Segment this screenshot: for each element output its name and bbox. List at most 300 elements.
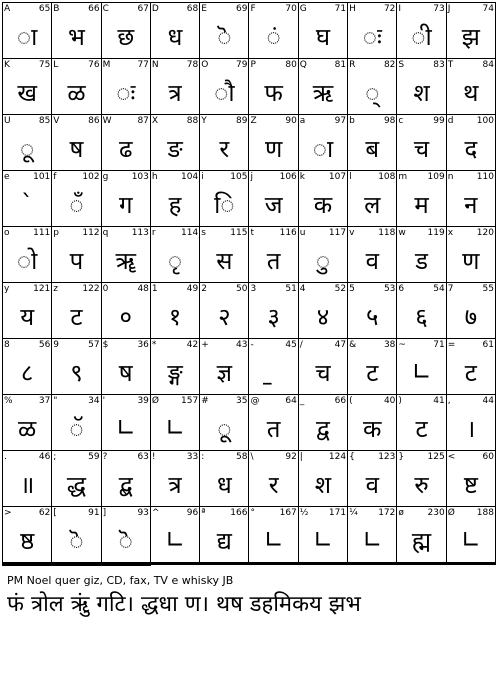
glyph-cell bbox=[52, 59, 101, 115]
glyph: ज्ञ bbox=[216, 358, 233, 387]
key-code: 105 bbox=[230, 172, 248, 182]
key-char: 5 bbox=[349, 284, 355, 294]
cell-label bbox=[300, 116, 346, 126]
key-char: E bbox=[201, 4, 207, 14]
glyph: ८ bbox=[20, 358, 34, 387]
cell-label bbox=[250, 172, 296, 182]
glyph: त bbox=[266, 246, 281, 275]
glyph-cell bbox=[200, 507, 249, 563]
key-char: A bbox=[4, 4, 11, 14]
cell-label bbox=[398, 172, 444, 182]
cell-label bbox=[398, 4, 444, 14]
cell-label bbox=[103, 452, 149, 462]
key-char: - bbox=[250, 340, 254, 350]
glyph: ∟ bbox=[411, 358, 432, 386]
glyph-cell bbox=[151, 227, 200, 283]
cell-label bbox=[152, 284, 198, 294]
key-code: 122 bbox=[82, 284, 100, 294]
cell-label bbox=[300, 4, 346, 14]
key-char: r bbox=[151, 228, 156, 238]
key-code: 52 bbox=[334, 284, 347, 294]
key-char: 3 bbox=[250, 284, 257, 294]
glyph: ं bbox=[266, 22, 281, 51]
key-char: o bbox=[4, 228, 10, 238]
glyph: त bbox=[266, 414, 281, 443]
cell-label bbox=[152, 228, 198, 238]
glyph: ः bbox=[362, 22, 382, 51]
cell-label bbox=[201, 116, 247, 126]
glyph: ो bbox=[16, 246, 38, 275]
cell-label bbox=[349, 396, 395, 406]
cell-label bbox=[250, 340, 296, 350]
glyph bbox=[249, 352, 297, 392]
key-code: 188 bbox=[476, 508, 494, 518]
key-code: 120 bbox=[476, 228, 494, 238]
glyph: श bbox=[413, 78, 430, 107]
glyph-cell bbox=[52, 451, 101, 507]
cell-label bbox=[349, 60, 395, 70]
glyph-cell bbox=[249, 171, 298, 227]
key-char: i bbox=[201, 172, 204, 182]
glyph-cell bbox=[397, 115, 446, 171]
glyph-cell bbox=[299, 3, 348, 59]
key-char: k bbox=[299, 172, 306, 182]
cell-label bbox=[250, 396, 296, 406]
glyph-cell bbox=[249, 564, 298, 565]
key-char: T bbox=[447, 60, 454, 70]
glyph-cell bbox=[249, 507, 298, 563]
glyph: ष्ठ bbox=[20, 526, 35, 555]
cell-label bbox=[300, 172, 346, 182]
glyph: ∟ bbox=[164, 526, 186, 554]
glyph: ण bbox=[462, 246, 480, 275]
key-char: # bbox=[201, 396, 209, 406]
glyph: ५ bbox=[366, 302, 379, 331]
glyph: । bbox=[466, 414, 476, 443]
glyph: ल bbox=[364, 190, 381, 219]
key-char: " bbox=[53, 396, 58, 406]
key-code: 46 bbox=[38, 452, 51, 462]
key-char: * bbox=[151, 340, 157, 350]
key-code: 80 bbox=[285, 60, 297, 70]
cell-label bbox=[201, 396, 247, 406]
glyph: ि bbox=[214, 190, 235, 219]
key-char: 0 bbox=[102, 284, 109, 294]
key-char: v bbox=[349, 228, 355, 238]
glyph: ् bbox=[365, 78, 380, 107]
glyph: ९ bbox=[70, 358, 83, 387]
glyph: र bbox=[219, 134, 230, 163]
key-code: 54 bbox=[433, 284, 445, 294]
key-char: ) bbox=[398, 396, 402, 406]
key-char: M bbox=[102, 60, 111, 70]
key-char: % bbox=[4, 396, 13, 406]
key-char: ª bbox=[201, 508, 206, 518]
glyph: थ bbox=[463, 78, 479, 107]
cell-label bbox=[349, 340, 395, 350]
cell-label bbox=[53, 284, 99, 294]
key-code: 83 bbox=[433, 60, 445, 70]
glyph-cell bbox=[3, 507, 52, 563]
glyph: २ bbox=[218, 302, 231, 331]
glyph-cell bbox=[151, 451, 200, 507]
key-code: 115 bbox=[230, 228, 248, 238]
key-code: 69 bbox=[236, 4, 248, 14]
glyph: ष्ट bbox=[463, 470, 478, 499]
key-code: 157 bbox=[181, 396, 199, 406]
cell-label bbox=[398, 284, 444, 294]
cell-label bbox=[103, 4, 149, 14]
cell-label bbox=[103, 508, 149, 518]
key-char: I bbox=[398, 4, 402, 14]
glyph-cell bbox=[200, 171, 249, 227]
cell-label bbox=[103, 396, 149, 406]
glyph-cell bbox=[52, 3, 101, 59]
key-code: 107 bbox=[328, 172, 347, 182]
key-code: 62 bbox=[38, 508, 51, 518]
key-code: 118 bbox=[378, 228, 396, 238]
glyph-cell bbox=[3, 395, 52, 451]
glyph: ॆ bbox=[217, 22, 232, 51]
key-char: ( bbox=[349, 396, 353, 406]
glyph: ड bbox=[415, 246, 428, 275]
key-char: @ bbox=[250, 396, 260, 406]
key-char: 1 bbox=[151, 284, 158, 294]
glyph: ७ bbox=[464, 302, 478, 331]
key-char: W bbox=[102, 116, 112, 126]
key-code: 37 bbox=[38, 396, 51, 406]
glyph: ध bbox=[167, 22, 183, 51]
key-code: 125 bbox=[427, 452, 445, 462]
glyph: ट bbox=[464, 358, 477, 387]
key-char: $ bbox=[102, 340, 109, 350]
glyph: ह्म bbox=[411, 526, 432, 555]
cell-label bbox=[349, 228, 395, 238]
glyph-cell bbox=[151, 115, 200, 171]
key-char: H bbox=[349, 4, 356, 14]
glyph: न bbox=[464, 190, 478, 219]
key-code: 41 bbox=[433, 396, 445, 406]
cell-label bbox=[201, 284, 247, 294]
key-code: 75 bbox=[38, 60, 51, 70]
key-char: _ bbox=[299, 396, 305, 406]
cell-label bbox=[53, 452, 99, 462]
key-code: 74 bbox=[482, 4, 494, 14]
key-code: 110 bbox=[476, 172, 494, 182]
cell-label bbox=[53, 116, 99, 126]
key-char: ! bbox=[151, 452, 156, 462]
glyph-cell bbox=[299, 227, 348, 283]
cell-label bbox=[300, 452, 346, 462]
cell-label bbox=[4, 284, 50, 294]
glyph-cell bbox=[397, 507, 446, 563]
cell-label bbox=[398, 508, 444, 518]
glyph-cell bbox=[102, 283, 151, 339]
key-char: n bbox=[447, 172, 454, 182]
glyph-cell bbox=[348, 227, 397, 283]
glyph: ∟ bbox=[164, 414, 186, 442]
key-code: 70 bbox=[285, 4, 297, 14]
cell-label bbox=[53, 508, 99, 518]
key-code: 101 bbox=[33, 172, 51, 182]
glyph: ॆ bbox=[118, 526, 133, 555]
key-code: 119 bbox=[427, 228, 445, 238]
glyph-cell bbox=[151, 171, 200, 227]
key-char: Ø bbox=[447, 508, 455, 518]
glyph-cell bbox=[299, 507, 348, 563]
cell-label bbox=[152, 396, 198, 406]
key-code: 108 bbox=[378, 172, 396, 182]
key-code: 85 bbox=[38, 116, 51, 126]
glyph: ज bbox=[264, 190, 283, 219]
key-code: 91 bbox=[88, 508, 100, 518]
glyph: ४ bbox=[316, 302, 330, 331]
key-code: 99 bbox=[433, 116, 445, 126]
key-code: 81 bbox=[334, 60, 347, 70]
glyph-cell bbox=[200, 115, 249, 171]
glyph-cell bbox=[200, 227, 249, 283]
key-code: 66 bbox=[88, 4, 100, 14]
key-char: 7 bbox=[447, 284, 454, 294]
cell-label bbox=[349, 172, 395, 182]
cell-label bbox=[300, 284, 346, 294]
glyph: घ bbox=[315, 22, 331, 51]
cell-label bbox=[448, 452, 494, 462]
glyph-cell bbox=[397, 283, 446, 339]
key-code: 111 bbox=[33, 228, 51, 238]
cell-label bbox=[4, 340, 50, 350]
glyph: ा bbox=[16, 22, 38, 51]
glyph: ृ bbox=[167, 246, 183, 275]
glyph-cell bbox=[3, 171, 52, 227]
glyph: क bbox=[313, 190, 333, 219]
key-char: t bbox=[250, 228, 255, 238]
key-char: g bbox=[102, 172, 109, 182]
key-code: 65 bbox=[38, 4, 51, 14]
glyph: द्ध bbox=[66, 470, 87, 499]
glyph: द bbox=[464, 134, 478, 163]
glyph-cell bbox=[52, 565, 101, 566]
glyph: ङ्ग bbox=[167, 358, 183, 387]
glyph-cell bbox=[299, 564, 348, 565]
glyph-cell bbox=[447, 339, 496, 395]
glyph-cell bbox=[3, 59, 52, 115]
key-code: 38 bbox=[383, 340, 396, 350]
glyph-cell bbox=[102, 395, 151, 451]
glyph-cell bbox=[447, 171, 496, 227]
glyph-cell bbox=[52, 339, 101, 395]
key-code: 124 bbox=[328, 452, 347, 462]
glyph-cell bbox=[151, 507, 200, 563]
glyph-cell bbox=[249, 283, 298, 339]
cell-label bbox=[398, 452, 444, 462]
key-char: ' bbox=[102, 396, 106, 406]
key-char: B bbox=[53, 4, 60, 14]
glyph: व bbox=[365, 246, 379, 275]
key-code: 39 bbox=[137, 396, 149, 406]
glyph-cell bbox=[151, 3, 200, 59]
key-char: x bbox=[447, 228, 454, 238]
glyph: ब bbox=[365, 134, 380, 163]
glyph-cell bbox=[3, 451, 52, 507]
glyph-cell bbox=[348, 115, 397, 171]
glyph: ौ bbox=[214, 78, 235, 107]
glyph-cell bbox=[200, 339, 249, 395]
glyph: ग bbox=[118, 190, 133, 219]
glyph: ऋ bbox=[312, 78, 334, 107]
key-char: z bbox=[53, 284, 59, 294]
key-code: 72 bbox=[383, 4, 396, 14]
glyph-cell bbox=[397, 339, 446, 395]
glyph-cell bbox=[102, 507, 151, 563]
character-map-grid bbox=[2, 2, 496, 566]
glyph-cell bbox=[151, 564, 200, 565]
glyph: भ bbox=[68, 22, 85, 51]
glyph-cell bbox=[348, 564, 397, 565]
glyph-cell bbox=[151, 59, 200, 115]
key-char: , bbox=[447, 396, 451, 406]
glyph-cell bbox=[299, 395, 348, 451]
glyph: ष bbox=[69, 134, 84, 163]
glyph: ळ bbox=[67, 78, 86, 107]
cell-label bbox=[4, 452, 50, 462]
glyph-cell bbox=[397, 564, 446, 565]
key-code: 40 bbox=[383, 396, 396, 406]
glyph: द्ब bbox=[118, 470, 133, 499]
key-char: ° bbox=[250, 508, 255, 518]
key-char: 8 bbox=[4, 340, 10, 350]
key-char: : bbox=[201, 452, 205, 462]
key-code: 171 bbox=[328, 508, 347, 518]
glyph-cell bbox=[151, 339, 200, 395]
key-char: ½ bbox=[299, 508, 309, 518]
key-char: = bbox=[447, 340, 456, 350]
cell-label bbox=[4, 4, 50, 14]
glyph: ष bbox=[118, 358, 133, 387]
cell-label bbox=[152, 116, 198, 126]
glyph: व bbox=[365, 470, 379, 499]
key-char: P bbox=[250, 60, 256, 70]
key-code: 33 bbox=[186, 452, 199, 462]
key-char: D bbox=[151, 4, 159, 14]
cell-label bbox=[152, 340, 198, 350]
cell-label bbox=[300, 60, 346, 70]
glyph-cell bbox=[151, 283, 200, 339]
key-char: R bbox=[349, 60, 356, 70]
key-code: 35 bbox=[236, 396, 248, 406]
cell-label bbox=[448, 60, 494, 70]
glyph: ॥ bbox=[19, 470, 35, 499]
cell-label bbox=[103, 284, 149, 294]
key-char: s bbox=[201, 228, 206, 238]
key-code: 67 bbox=[137, 4, 149, 14]
key-char: ¼ bbox=[349, 508, 358, 518]
key-char: [ bbox=[53, 508, 57, 518]
glyph-cell bbox=[200, 451, 249, 507]
key-char: L bbox=[53, 60, 59, 70]
glyph-cell bbox=[3, 227, 52, 283]
key-char: } bbox=[398, 452, 405, 462]
glyph-cell bbox=[3, 115, 52, 171]
cell-label bbox=[300, 340, 346, 350]
key-code: 96 bbox=[186, 508, 199, 518]
glyph: ँ bbox=[69, 190, 84, 219]
glyph: ∟ bbox=[460, 526, 481, 554]
glyph-cell bbox=[200, 59, 249, 115]
key-char: { bbox=[349, 452, 355, 462]
glyph: ∟ bbox=[263, 526, 284, 554]
glyph-cell bbox=[3, 3, 52, 59]
key-char: Z bbox=[250, 116, 257, 126]
glyph-cell bbox=[447, 564, 496, 565]
cell-label bbox=[448, 172, 494, 182]
cell-label bbox=[448, 508, 494, 518]
cell-label bbox=[398, 340, 444, 350]
cell-label bbox=[250, 60, 296, 70]
key-char: F bbox=[250, 4, 256, 14]
glyph-cell bbox=[447, 395, 496, 451]
key-char: C bbox=[102, 4, 109, 14]
glyph: ६ bbox=[415, 302, 428, 331]
cell-label bbox=[349, 452, 395, 462]
cell-label bbox=[448, 340, 494, 350]
glyph-cell bbox=[52, 227, 101, 283]
key-char: / bbox=[299, 340, 303, 350]
glyph-cell bbox=[299, 283, 348, 339]
key-char: . bbox=[4, 452, 7, 462]
glyph-cell bbox=[299, 339, 348, 395]
cell-label bbox=[349, 116, 395, 126]
key-code: 55 bbox=[482, 284, 494, 294]
glyph-cell bbox=[299, 59, 348, 115]
glyph-cell bbox=[447, 507, 496, 563]
glyph: ण bbox=[264, 134, 283, 163]
glyph: फ bbox=[264, 78, 283, 107]
glyph-cell bbox=[249, 395, 298, 451]
key-char: 9 bbox=[53, 340, 60, 350]
glyph-cell bbox=[447, 3, 496, 59]
glyph-cell bbox=[447, 115, 496, 171]
key-code: 90 bbox=[285, 116, 297, 126]
cell-label bbox=[4, 396, 50, 406]
glyph: ी bbox=[411, 22, 432, 51]
glyph: ∟ bbox=[115, 414, 136, 442]
key-char: Ø bbox=[151, 396, 159, 406]
cell-label bbox=[250, 4, 296, 14]
key-char: a bbox=[299, 116, 306, 126]
key-code: 50 bbox=[236, 284, 248, 294]
glyph: छ bbox=[117, 22, 135, 51]
cell-label bbox=[201, 508, 247, 518]
cell-label bbox=[448, 4, 494, 14]
cell-label bbox=[53, 340, 99, 350]
cell-label bbox=[4, 508, 50, 518]
glyph: ० bbox=[119, 302, 132, 331]
key-code: 89 bbox=[236, 116, 248, 126]
cell-label bbox=[103, 172, 149, 182]
glyph-cell bbox=[397, 395, 446, 451]
glyph: ः bbox=[116, 78, 136, 107]
key-char: Q bbox=[299, 60, 307, 70]
cell-label bbox=[201, 60, 247, 70]
key-code: 117 bbox=[328, 228, 347, 238]
glyph-cell bbox=[52, 507, 101, 563]
key-code: 166 bbox=[230, 508, 248, 518]
glyph-cell bbox=[348, 59, 397, 115]
key-code: 167 bbox=[279, 508, 297, 518]
key-char: + bbox=[201, 340, 209, 350]
key-code: 63 bbox=[137, 452, 149, 462]
